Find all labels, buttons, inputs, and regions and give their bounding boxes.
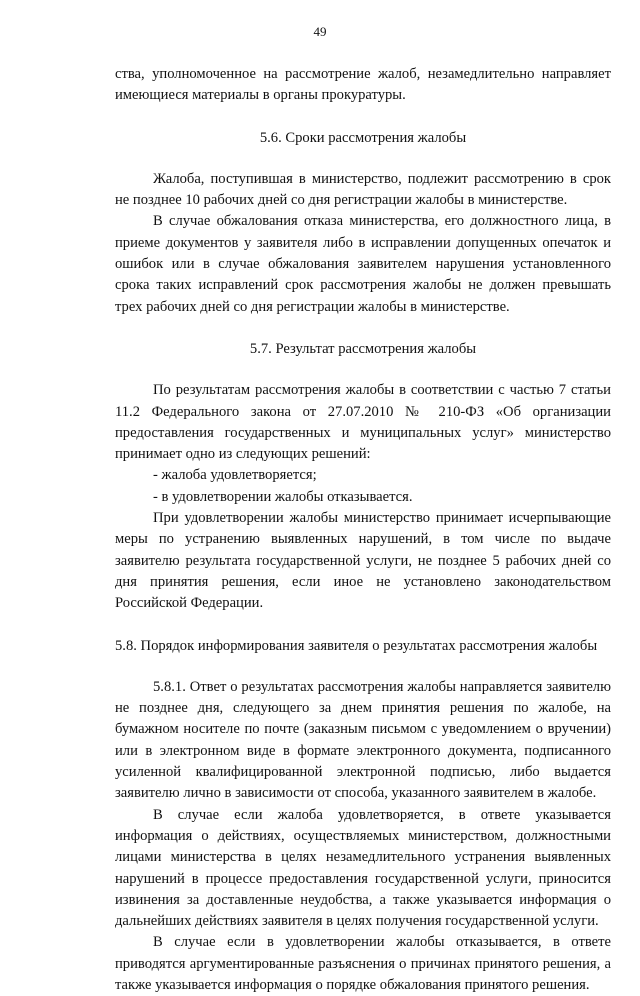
section-5-8-paragraph: В случае если в удовлетворении жалобы отказывается, в ответе приводятся аргументированные разъяснения о причинах принятого решения, а также указывается информация о порядке обжалования принятого решения. [115, 934, 611, 993]
list-item: - в удовлетворении жалобы отказывается. [153, 488, 413, 505]
section-5-7-paragraph: При удовлетворении жалобы министерство принимает исчерпывающие меры по устранению выявленных нарушений, в том числе по выдаче заявителю результата государственной услуги, не позднее 5 рабочих дней со дня принятия решения, если иное не установлено законодательством Российской Федерации. [115, 510, 611, 612]
section-5-8-paragraph: 5.8.1. Ответ о результатах рассмотрения жалобы направляется заявителю не позднее дня, следующего за днем принятия решения по жалобе, на бумажном носителе по почте (заказным письмом с уведомлением о вручении) или в электронном виде в формате электронного документа, подписанного усиленной квалифицированной электронной подписью, либо выдается заявителю лично в зависимости от способа, указанного заявителем в жалобе. [115, 678, 611, 802]
document-body [115, 64, 611, 996]
section-5-7-heading: 5.7. Результат рассмотрения жалобы [249, 340, 477, 357]
intro-paragraph: ства, уполномоченное на рассмотрение жалоб, незамедлительно направляет имеющиеся материалы в органы прокуратуры. [115, 66, 611, 104]
section-5-6-paragraph: В случае обжалования отказа министерства, его должностного лица, в приеме документов у заявителя либо в исправлении допущенных опечаток и ошибок или в случае обжалования заявителем нарушения установленного срока таких исправлений срок рассмотрения жалобы не должен превышать трех рабочих дней со дня регистрации жалобы в министерстве. [115, 213, 611, 315]
section-5-8-paragraph: В случае если жалоба удовлетворяется, в ответе указывается информация о действиях, осуществляемых министерством, должностными лицами министерства в целях незамедлительного устранения выявленных нарушений в процессе предоставления государственной услуги, приносится извинения за доставленные неудобства, а также указывается информация о дальнейших действиях заявителя в целях получения государственной услуги. [115, 806, 611, 930]
section-5-8-heading: 5.8. Порядок информирования заявителя о результатах рассмотрения жалобы [115, 637, 598, 654]
section-5-6-paragraph: Жалоба, поступившая в министерство, подлежит рассмотрению в срок не позднее 10 рабочих дней со дня регистрации жалобы в министерстве. [115, 170, 611, 209]
page-number: 49 [313, 24, 327, 39]
section-5-6-heading: 5.6. Сроки рассмотрения жалобы [259, 129, 467, 146]
section-5-7-paragraph: По результатам рассмотрения жалобы в соответствии с частью 7 статьи 11.2 Федерального закона от 27.07.2010 № 210-ФЗ «Об организации предоставления государственных и муниципальных услуг» министерство принимает одно из следующих решений: [115, 382, 611, 463]
list-item: - жалоба удовлетворяется; [153, 467, 317, 484]
